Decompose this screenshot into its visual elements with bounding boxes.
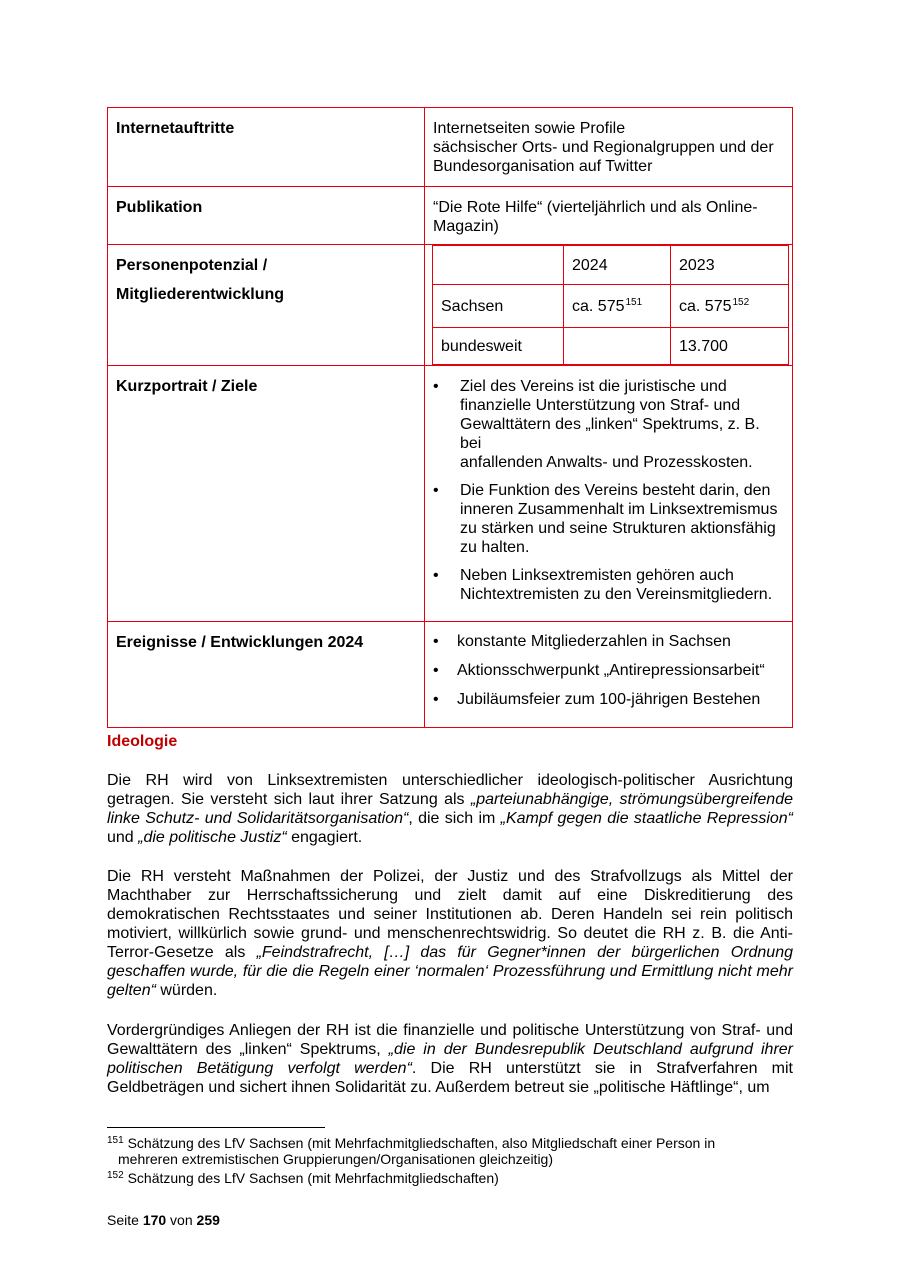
value-line: Magazin) (433, 218, 499, 235)
table-cell (564, 285, 671, 328)
table-cell (671, 285, 789, 328)
label-line: Mitgliederentwicklung (116, 286, 285, 303)
text-line: Ziel des Vereins ist die juristische und (460, 378, 727, 395)
text: Seite (107, 1212, 143, 1228)
current-page: 170 (142, 1212, 167, 1228)
table-header-2023: 2023 (671, 246, 789, 285)
text: von (166, 1212, 197, 1228)
text-line: Gewalttätern des „linken“ Spektrums, z. B. bei (460, 416, 760, 452)
footnote-152 (107, 1170, 793, 1186)
text-line: zu stärken und seine Strukturen aktionsfähig (460, 520, 776, 537)
row-value (425, 108, 793, 187)
value-line: sächsischer Orts- und Regionalgruppen und der (433, 139, 774, 156)
text: Vordergründiges Anliegen der RH ist die finanzielle und politische Unterstützung von Straf- und Gewalttätern des „linken“ Spektrums, (107, 1022, 793, 1058)
table-cell: 13.700 (671, 328, 789, 365)
row-label (108, 245, 425, 366)
text-line: Nichtextremisten zu den Vereinsmitgliedern. (460, 586, 773, 603)
quote: „Feindstrafrecht, […] das für Gegner*innen der bürgerlichen Ordnung geschaffen wurde, für die die Regeln einer ‘normalen‘ Prozessführung und Ermittlung nicht mehr gelten“ (107, 944, 793, 999)
value-line: Internetseiten sowie Profile (433, 120, 626, 137)
list-item: • konstante Mitgliederzahlen in Sachsen (433, 632, 784, 651)
row-label: Publikation (108, 187, 425, 245)
list-item (433, 566, 784, 604)
total-pages: 259 (196, 1212, 220, 1228)
text-line: inneren Zusammenhalt im Linksextremismus (460, 501, 778, 518)
footnote-text: Schätzung des LfV Sachsen (mit Mehrfachmitgliedschaften, also Mitgliedschaft einer Person in (123, 1135, 716, 1151)
section-heading: Ideologie (107, 733, 178, 750)
table-row (433, 246, 789, 285)
bullet-list (433, 377, 784, 604)
list-item: • Jubiläumsfeier zum 100-jährigen Bestehen (433, 690, 784, 709)
text-line: anfallenden Anwalts- und Prozesskosten. (460, 454, 753, 471)
text: . Die RH unterstützt sie in Strafverfahren mit Geldbeträgen und sichert ihnen Solidarität zu. Außerdem betreut sie „politische Häftlinge“, um (107, 1060, 794, 1096)
table-row-kurzportrait (108, 366, 793, 622)
row-value (425, 622, 793, 728)
profile-table (107, 107, 793, 728)
list-item (433, 481, 784, 557)
label-line: Personenpotenzial / (116, 257, 268, 274)
text-line: Neben Linksextremisten gehören auch (460, 567, 734, 584)
table-row-publikation (108, 187, 793, 245)
text: engagiert. (286, 829, 363, 846)
text: Die RH wird von Linksextremisten unterschiedlicher ideologisch-politischer Ausrichtung getragen. Sie versteht sich laut ihrer Satzung als (107, 772, 793, 808)
footnote-ref: 151 (625, 296, 643, 308)
quote: „die politische Justiz“ (138, 829, 287, 846)
cell-value: ca. 575 (572, 297, 625, 315)
footnote-divider (107, 1127, 325, 1128)
table-row-internetauftritte (108, 108, 793, 187)
quote: „parteiunabhängige, strömungsübergreifende linke Schutz- und Solidaritätsorganisation“ (107, 791, 793, 827)
cell-value: ca. 575 (679, 297, 732, 315)
list-item (433, 377, 784, 472)
row-label: Internetauftritte (108, 108, 425, 187)
membership-table (432, 245, 789, 365)
paragraph (107, 867, 793, 1000)
row-label: Ereignisse / Entwicklungen 2024 (108, 622, 425, 728)
table-cell: Sachsen (433, 285, 564, 328)
bullet-list (433, 632, 784, 709)
text: Die RH versteht Maßnahmen der Polizei, der Justiz und des Strafvollzugs als Mittel der Machthaber zur Herrschaftssicherung und zielt damit auf eine Diskreditierung des demokratischen Rechtsstaates und seiner Institutionen ab. Deren Handeln sei rein politisch motiviert, willkürlich sowie grund- und menschenrechtswidrig. So deutet die RH z. B. die Anti-Terror-Gesetze als (107, 868, 793, 961)
text-line: Die Funktion des Vereins besteht darin, den (460, 482, 771, 499)
footnote-text: Schätzung des LfV Sachsen (mit Mehrfachmitgliedschaften) (123, 1170, 499, 1186)
table-cell (433, 246, 564, 285)
list-item: • Aktionsschwerpunkt „Antirepressionsarbeit“ (433, 661, 784, 680)
paragraph (107, 771, 793, 847)
page-number (107, 1212, 220, 1228)
footnote-number: 152 (107, 1170, 124, 1181)
table-row (433, 328, 789, 365)
row-value (425, 187, 793, 245)
row-value (425, 245, 793, 366)
table-row-ereignisse (108, 622, 793, 728)
footnote-number: 151 (107, 1135, 124, 1146)
paragraph (107, 1021, 793, 1097)
footnote-text: mehreren extremistischen Gruppierungen/Organisationen gleichzeitig) (118, 1151, 554, 1167)
table-cell: bundesweit (433, 328, 564, 365)
text: würden. (155, 982, 218, 999)
text-line: finanzielle Unterstützung von Straf- und (460, 397, 741, 414)
text-line: zu halten. (460, 539, 530, 556)
value-line: Bundesorganisation auf Twitter (433, 158, 653, 175)
quote: „Kampf gegen die staatliche Repression“ (500, 810, 794, 827)
text: , die sich im (408, 810, 501, 827)
table-row (433, 285, 789, 328)
table-header-2024: 2024 (564, 246, 671, 285)
footnote-ref: 152 (732, 296, 750, 308)
row-value (425, 366, 793, 622)
value-line: “Die Rote Hilfe“ (vierteljährlich und als Online- (433, 199, 758, 216)
table-cell (564, 328, 671, 365)
footnote-151 (107, 1135, 793, 1167)
quote: „die in der Bundesrepublik Deutschland aufgrund ihrer politischen Betätigung verfolgt werden“ (107, 1041, 794, 1077)
row-label: Kurzportrait / Ziele (108, 366, 425, 622)
table-row-personenpotenzial (108, 245, 793, 366)
text: und (107, 829, 139, 846)
